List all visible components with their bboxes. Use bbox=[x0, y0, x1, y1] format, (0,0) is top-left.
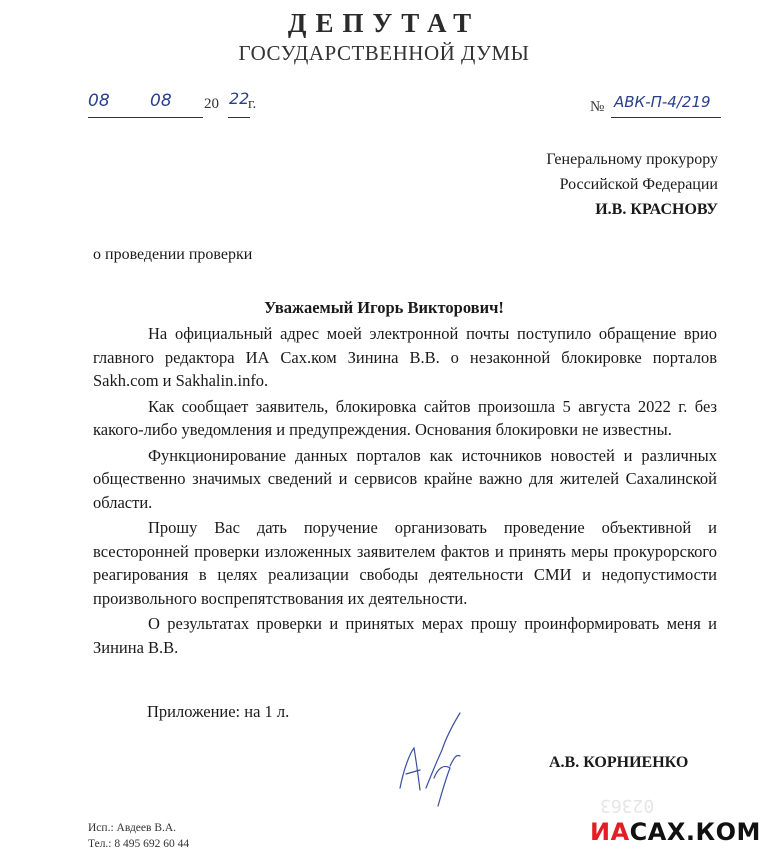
letterhead-title: ДЕПУТАТ bbox=[287, 8, 481, 38]
number-sign: № bbox=[590, 99, 605, 115]
letter-body bbox=[93, 322, 717, 661]
body-paragraph: На официальный адрес моей электронной почты поступило обращение врио главного редактора ИА Сах.ком Зинина В.В. о незаконной блокировке порталов Sakh.com и Sakhalin.info. bbox=[93, 324, 717, 390]
addressee-position: Генеральному прокурору bbox=[546, 151, 718, 168]
addressee-country: Российской Федерации bbox=[559, 176, 718, 193]
iasakh-logo bbox=[590, 818, 761, 846]
body-paragraph: Прошу Вас дать поручение организовать проведение объективной и всесторонней проверки изложенных заявителем фактов и принять меры прокурорского реагирования в целях реализации свободы деятельности СМИ и недопустимости произвольного воспрепятствования их деятельности. bbox=[93, 518, 717, 608]
letter-subject: о проведении проверки bbox=[93, 246, 253, 263]
executor-name: Исп.: Авдеев В.А. bbox=[88, 822, 177, 834]
date-year-prefix: 20 bbox=[204, 96, 219, 112]
letterhead-subtitle: ГОСУДАРСТВЕННОЙ ДУМЫ bbox=[238, 41, 530, 65]
date-underline bbox=[88, 117, 203, 118]
date-month: 08 bbox=[150, 91, 172, 111]
executor-info bbox=[88, 820, 189, 852]
body-paragraph: Как сообщает заявитель, блокировка сайтов произошла 5 августа 2022 г. без какого-либо уведомления и предупреждения. Основания блокировки не известны. bbox=[93, 396, 717, 439]
body-paragraph: О результатах проверки и принятых мерах прошу проинформировать меня и Зинина В.В. bbox=[93, 614, 717, 657]
addressee-name: И.В. КРАСНОВУ bbox=[595, 201, 718, 218]
handwritten-signature bbox=[390, 708, 470, 808]
date-field bbox=[88, 91, 268, 117]
logo-part-sakh: САХ.КОМ bbox=[629, 818, 761, 846]
number-handwritten: АВК-П-4/219 bbox=[614, 93, 711, 111]
logo-part-ia: ИА bbox=[590, 818, 630, 846]
body-paragraph: Функционирование данных порталов как источников новостей и различных общественно значимых сведений и сервисов крайне важно для жителей Сахалинской области. bbox=[93, 445, 717, 512]
addressee-block bbox=[546, 147, 718, 222]
number-underline bbox=[611, 117, 721, 118]
year-underline bbox=[228, 117, 250, 118]
executor-phone: Тел.: 8 495 692 60 44 bbox=[88, 838, 190, 850]
greeting: Уважаемый Игорь Викторович! bbox=[264, 298, 504, 317]
date-day: 08 bbox=[88, 91, 110, 111]
date-year-handwritten: 22 bbox=[229, 89, 250, 108]
date-year-suffix: г. bbox=[248, 96, 257, 112]
attachment-note: Приложение: на 1 л. bbox=[147, 702, 290, 721]
signer-name: А.В. КОРНИЕНКО bbox=[549, 754, 689, 771]
registration-stamp: 02363 bbox=[600, 795, 655, 816]
